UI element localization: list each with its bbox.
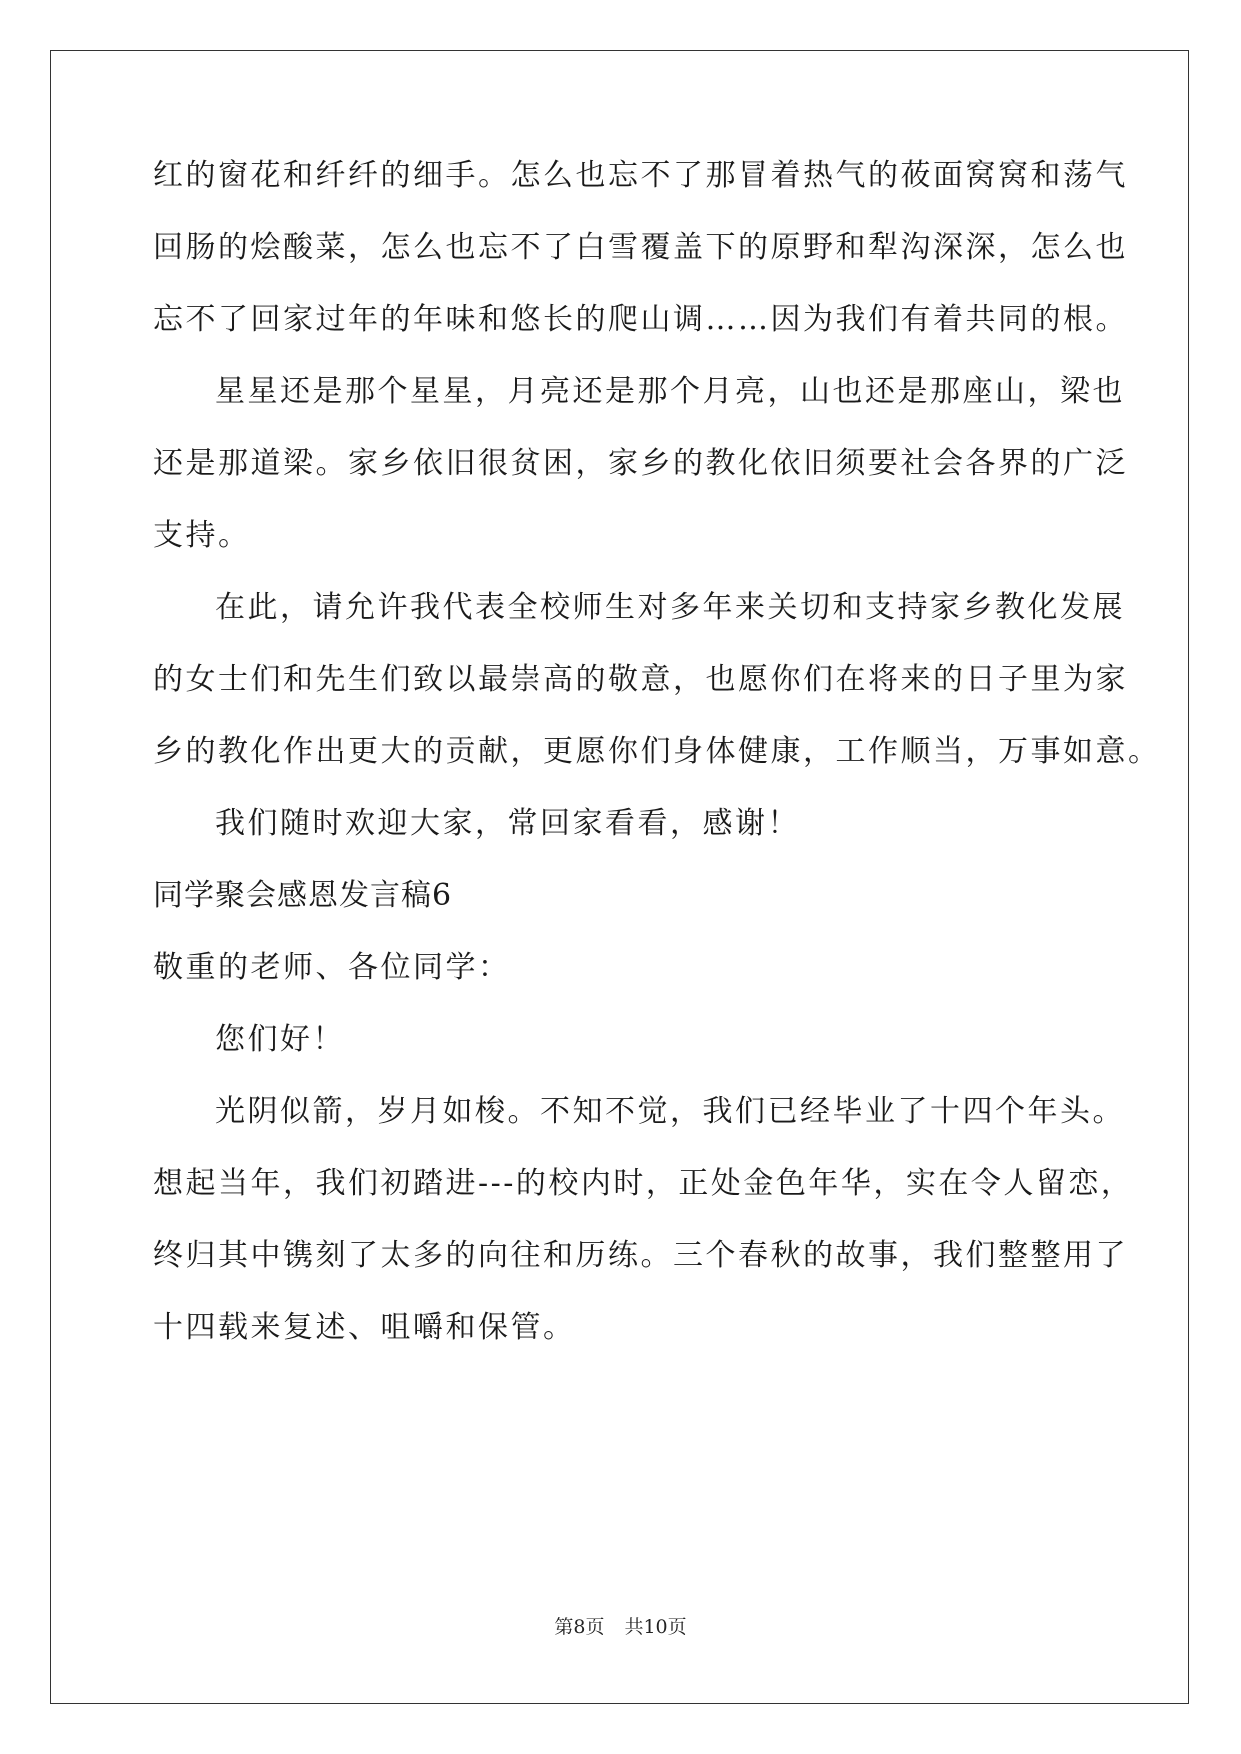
paragraph-start-line: 光阴似箭，岁月如梭。不知不觉，我们已经毕业了十四个年头。 <box>215 1094 1125 1129</box>
text-line: 忘不了回家过年的年味和悠长的爬山调……因为我们有着共同的根。 <box>153 302 1128 337</box>
section-heading: 同学聚会感恩发言稿6 <box>153 878 453 913</box>
greeting: 您们好！ <box>215 1022 345 1057</box>
text-line: 十四载来复述、咀嚼和保管。 <box>153 1310 576 1345</box>
text-line: 还是那道梁。家乡依旧很贫困，家乡的教化依旧须要社会各界的广泛 <box>153 446 1128 481</box>
paragraph-start-line: 在此，请允许我代表全校师生对多年来关切和支持家乡教化发展 <box>215 590 1125 625</box>
text-line: 乡的教化作出更大的贡献，更愿你们身体健康，工作顺当，万事如意。 <box>153 734 1161 769</box>
salutation: 敬重的老师、各位同学： <box>153 950 511 985</box>
text-line: 支持。 <box>153 518 251 553</box>
paragraph-start-line: 星星还是那个星星，月亮还是那个月亮，山也还是那座山，梁也 <box>215 374 1125 409</box>
text-line: 红的窗花和纤纤的细手。怎么也忘不了那冒着热气的莜面窝窝和荡气 <box>153 158 1128 193</box>
text-line: 回肠的烩酸菜，怎么也忘不了白雪覆盖下的原野和犁沟深深，怎么也 <box>153 230 1128 265</box>
page-footer <box>0 1615 1241 1639</box>
page-number: 第8页 <box>554 1616 605 1638</box>
text-line: 想起当年，我们初踏进---的校内时，正处金色年华，实在令人留恋， <box>153 1166 1134 1201</box>
text-line: 终归其中镌刻了太多的向往和历练。三个春秋的故事，我们整整用了 <box>153 1238 1128 1273</box>
page-total: 共10页 <box>624 1616 687 1638</box>
text-line: 的女士们和先生们致以最崇高的敬意，也愿你们在将来的日子里为家 <box>153 662 1128 697</box>
paragraph-start-line: 我们随时欢迎大家，常回家看看，感谢！ <box>215 806 800 841</box>
page-border <box>50 50 1189 1704</box>
